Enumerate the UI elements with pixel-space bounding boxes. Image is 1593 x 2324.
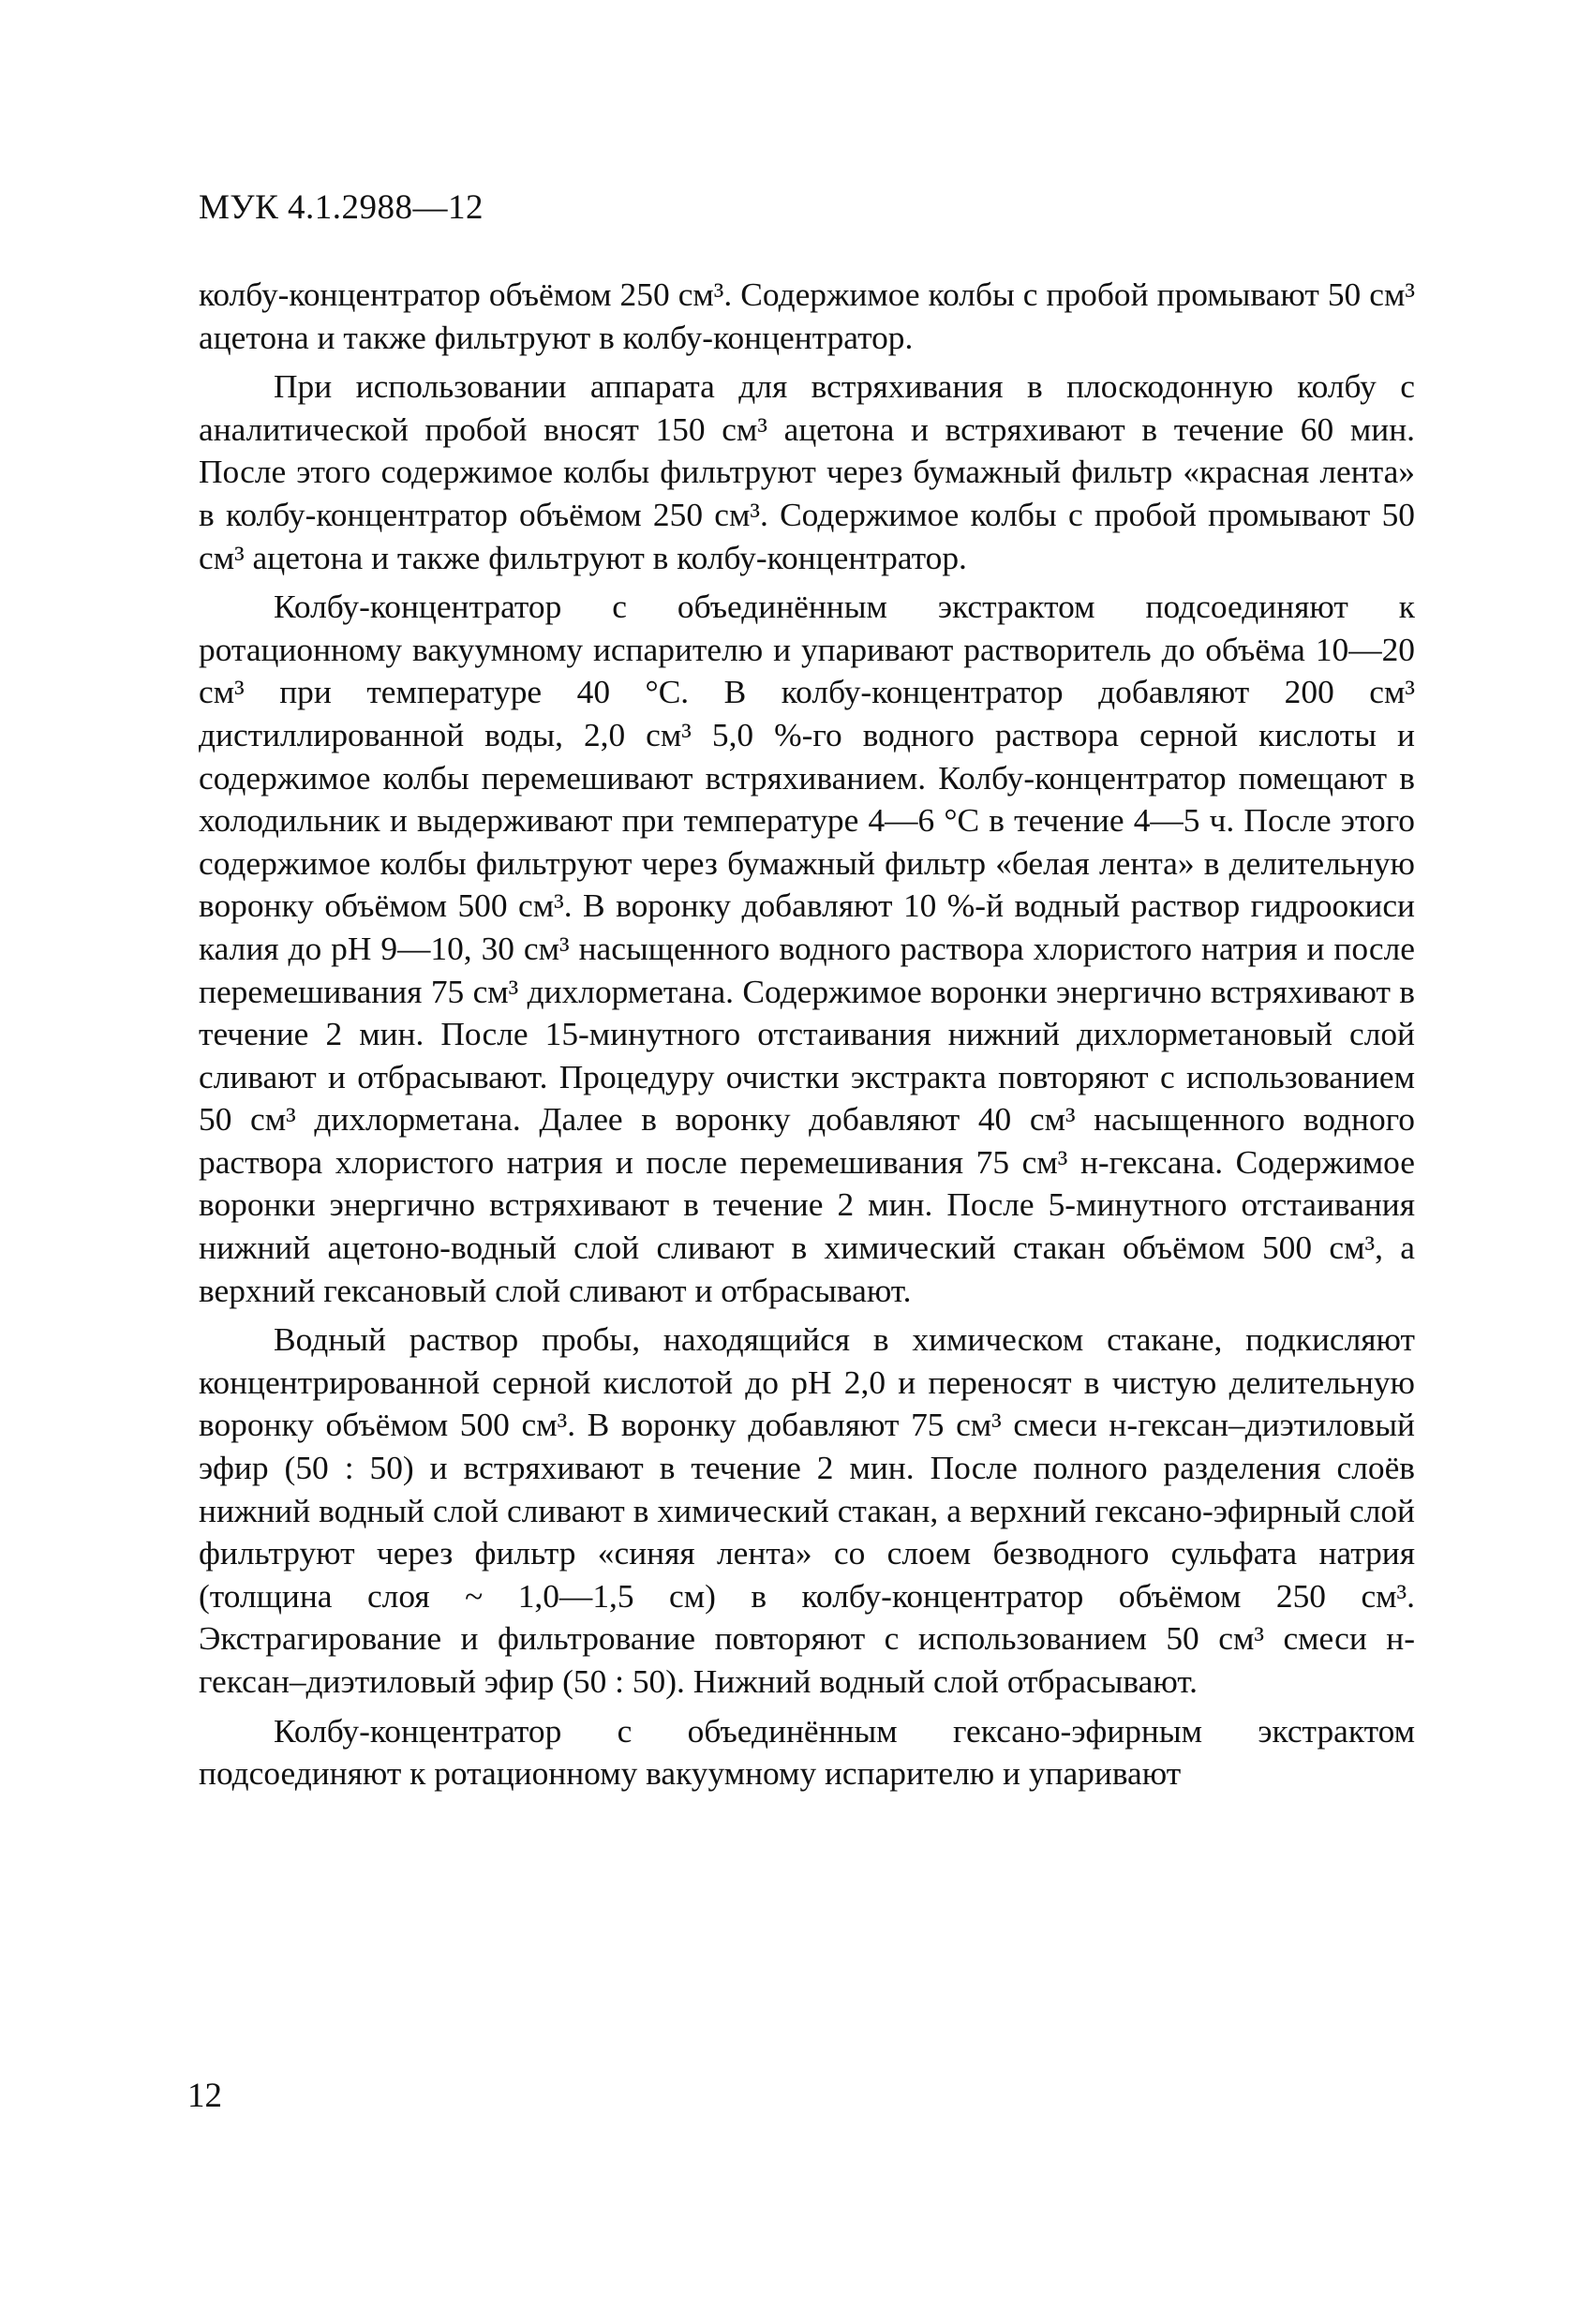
paragraph-3: Колбу-концентратор с объединённым экстрактом подсоединяют к ротационному вакуумному испарителю и упаривают растворитель до объёма 10—20 см³ при температуре 40 °С. В колбу-концентратор добавляют 200 см³ дистиллированной воды, 2,0 см³ 5,0 %-го водного раствора серной кислоты и содержимое колбы перемешивают встряхиванием. Колбу-концентратор помещают в холодильник и выдерживают при температуре 4—6 °С в течение 4—5 ч. После этого содержимое колбы фильтруют через бумажный фильтр «белая лента» в делительную воронку объёмом 500 см³. В воронку добавляют 10 %-й водный раствор гидроокиси калия до рН 9—10, 30 см³ насыщенного водного раствора хлористого натрия и после перемешивания 75 см³ дихлорметана. Содержимое воронки энергично встряхивают в течение 2 мин. После 15-минутного отстаивания нижний дихлорметановый слой сливают и отбрасывают. Процедуру очистки экстракта повторяют с использованием 50 см³ дихлорметана. Далее в воронку добавляют 40 см³ насыщенного водного раствора хлористого натрия и после перемешивания 75 см³ н-гексана. Содержимое воронки энергично встряхивают в течение 2 мин. После 5-минутного отстаивания нижний ацетоно-водный слой сливают в химический стакан объёмом 500 см³, а верхний гексановый слой сливают и отбрасывают. bbox=[199, 588, 1415, 1309]
paragraph-5: Колбу-концентратор с объединённым гексано-эфирным экстрактом подсоединяют к ротационному вакуумному испарителю и упаривают bbox=[199, 1711, 1415, 1793]
body-text bbox=[199, 274, 1415, 1802]
document-code-header: МУК 4.1.2988—12 bbox=[199, 188, 484, 227]
page-number: 12 bbox=[187, 2077, 222, 2115]
paragraph-4: Водный раствор пробы, находящийся в химическом стакане, подкисляют концентрированной серной кислотой до рН 2,0 и переносят в чистую делительную воронку объёмом 500 см³. В воронку добавляют 75 см³ смеси н-гексан–диэтиловый эфир (50 : 50) и встряхивают в течение 2 мин. После полного разделения слоёв нижний водный слой сливают в химический стакан, а верхний гексано-эфирный слой фильтруют через фильтр «синяя лента» со слоем безводного сульфата натрия (толщина слоя ~ 1,0—1,5 см) в колбу-концентратор объёмом 250 см³. Экстрагирование и фильтрование повторяют с использованием 50 см³ смеси н-гексан–диэтиловый эфир (50 : 50). Нижний водный слой отбрасывают. bbox=[199, 1320, 1415, 1700]
paragraph-1: колбу-концентратор объёмом 250 см³. Содержимое колбы с пробой промывают 50 см³ ацетона и также фильтруют в колбу-концентратор. bbox=[199, 276, 1415, 356]
paragraph-2: При использовании аппарата для встряхивания в плоскодонную колбу с аналитической пробой вносят 150 см³ ацетона и встряхивают в течение 60 мин. После этого содержимое колбы фильтруют через бумажный фильтр «красная лента» в колбу-концентратор объёмом 250 см³. Содержимое колбы с пробой промывают 50 см³ ацетона и также фильтруют в колбу-концентратор. bbox=[199, 367, 1415, 576]
